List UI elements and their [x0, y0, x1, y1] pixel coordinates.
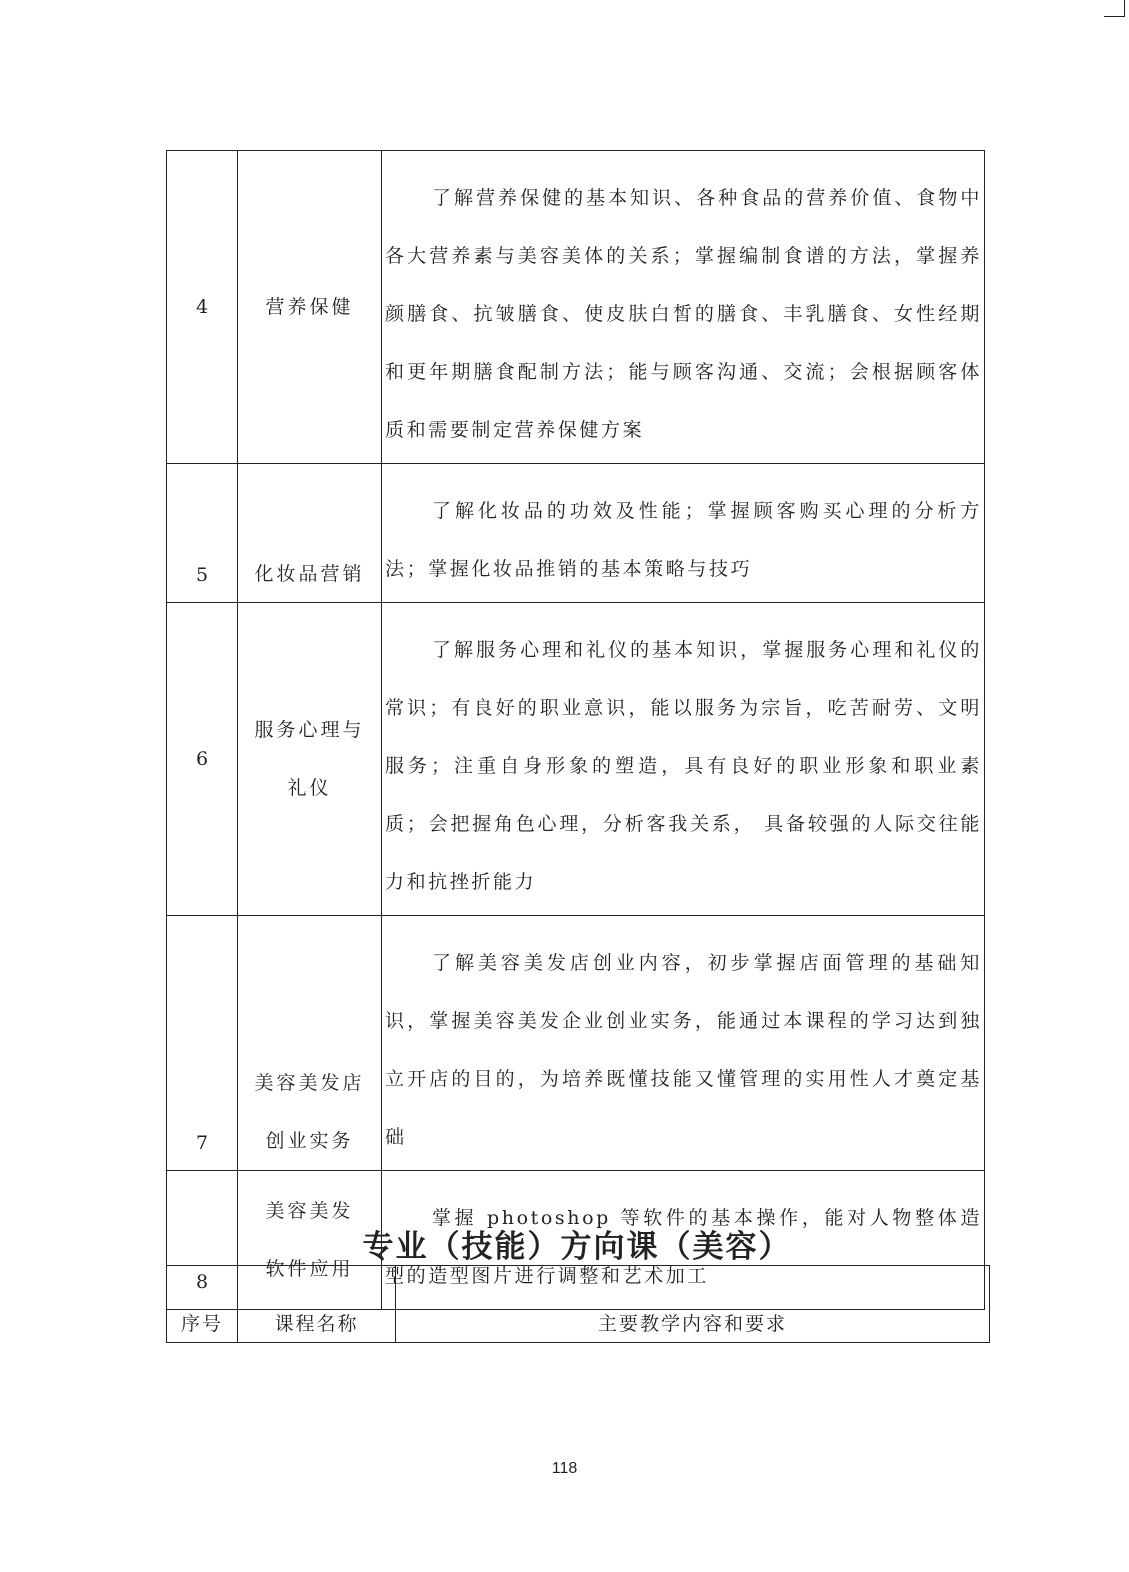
- course-content: 了解美容美发店创业内容，初步掌握店面管理的基础知识，掌握美容美发企业创业实务，能通过本课程的学习达到独立开店的目的，为培养既懂技能又懂管理的实用性人才奠定基础: [382, 916, 985, 1171]
- course-name: 化妆品营销: [238, 464, 382, 603]
- row-number: 4: [167, 151, 238, 464]
- row-number: 7: [167, 916, 238, 1171]
- header-content: 主要教学内容和要求: [396, 1266, 990, 1343]
- course-name: 美容美发店创业实务: [238, 916, 382, 1171]
- course-name: 服务心理与礼仪: [238, 603, 382, 916]
- table-row: [167, 916, 985, 1171]
- header-name: 课程名称: [238, 1266, 396, 1343]
- section-header-table: [166, 1265, 990, 1343]
- row-number: 6: [167, 603, 238, 916]
- course-name: 美容美发软件应用: [238, 1171, 382, 1310]
- table-row: [167, 151, 985, 464]
- course-content: 了解营养保健的基本知识、各种食品的营养价值、食物中各大营养素与美容美体的关系；掌握编制食谱的方法，掌握养颜膳食、抗皱膳食、使皮肤白皙的膳食、丰乳膳食、女性经期和更年期膳食配制方法；能与顾客沟通、交流；会根据顾客体质和需要制定营养保健方案: [382, 151, 985, 464]
- course-content: 了解服务心理和礼仪的基本知识，掌握服务心理和礼仪的常识；有良好的职业意识，能以服务为宗旨，吃苦耐劳、文明服务；注重自身形象的塑造，具有良好的职业形象和职业素质；会把握角色心理，分析客我关系， 具备较强的人际交往能力和抗挫折能力: [382, 603, 985, 916]
- row-number: 8: [167, 1171, 238, 1310]
- corner-crop-mark: [1104, 0, 1125, 17]
- section-title: 专业（技能）方向课（美容）: [362, 1229, 792, 1265]
- header-no: 序号: [167, 1266, 238, 1343]
- table-header-row: [167, 1266, 990, 1343]
- table-row: [167, 464, 985, 603]
- course-content: 掌握 photoshop 等软件的基本操作，能对人物整体造型的造型图片进行调整和艺术加工: [382, 1171, 985, 1310]
- course-content: 了解化妆品的功效及性能；掌握顾客购买心理的分析方法；掌握化妆品推销的基本策略与技巧: [382, 464, 985, 603]
- page-number: 118: [551, 1460, 578, 1477]
- table-row: [167, 603, 985, 916]
- course-table: [166, 150, 985, 1310]
- row-number: 5: [167, 464, 238, 603]
- course-name: 营养保健: [238, 151, 382, 464]
